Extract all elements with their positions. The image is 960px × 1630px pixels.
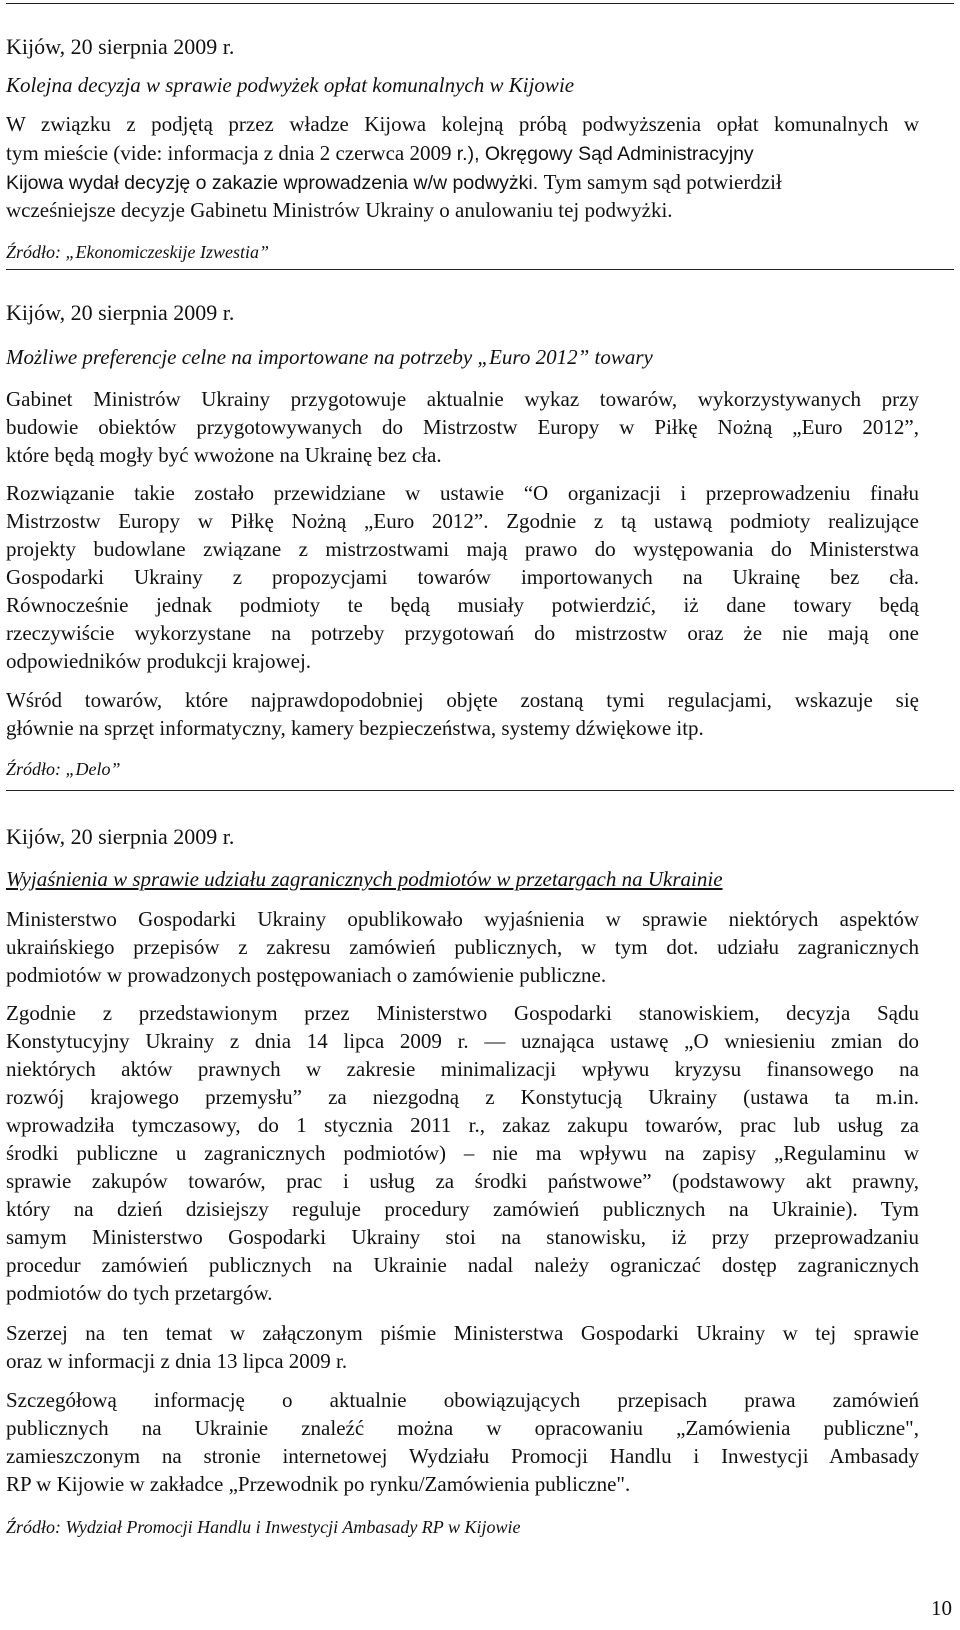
section3-p2-line: który na dzień dzisiejszy reguluje procedury zamówień publicznych na Ukrainie). Tym bbox=[6, 1197, 919, 1221]
section3-p4-line: zamieszczonym na stronie internetowej Wydziału Promocji Handlu i Inwestycji Ambasady bbox=[6, 1444, 919, 1468]
section3-p2-line: procedur zamówień publicznych na Ukrainie nadal należy ograniczać dostęp zagranicznych bbox=[6, 1253, 919, 1277]
section2-title: Możliwe preferencje celne na importowane na potrzeby „Euro 2012” towary bbox=[6, 345, 653, 369]
section3-p4-line: Szczegółową informację o aktualnie obowiązujących przepisach prawa zamówień bbox=[6, 1388, 919, 1412]
section3-p1-line: podmiotów w prowadzonych postępowaniach o zamówienie publiczne. bbox=[6, 963, 607, 987]
section3-p2-line: Zgodnie z przedstawionym przez Ministerstwo Gospodarki stanowiskiem, decyzja Sądu bbox=[6, 1001, 919, 1025]
section3-p2-line: samym Ministerstwo Gospodarki Ukrainy stoi na stanowisku, iż przy przeprowadzaniu bbox=[6, 1225, 919, 1249]
section2-p2-line: rzeczywiście wykorzystane na potrzeby przygotowań do mistrzostw oraz że nie mają one bbox=[6, 621, 919, 645]
section2-p2-line: Gospodarki Ukrainy z propozycjami towarów importowanych na Ukrainę bez cła. bbox=[6, 565, 919, 589]
top-divider bbox=[6, 3, 954, 4]
section1-title: Kolejna decyzja w sprawie podwyżek opłat komunalnych w Kijowie bbox=[6, 73, 575, 97]
section1-body-line: wcześniejsze decyzje Gabinetu Ministrów Ukrainy o anulowaniu tej podwyżki. bbox=[6, 198, 673, 222]
section2-p2-line: odpowiedników produkcji krajowej. bbox=[6, 649, 312, 673]
section2-p1-line: Gabinet Ministrów Ukrainy przygotowuje aktualnie wykaz towarów, wykorzystywanych przy bbox=[6, 387, 919, 411]
section3-p4-line: publicznych na Ukrainie znaleźć można w opracowaniu „Zamówienia publiczne", bbox=[6, 1416, 919, 1440]
section1-source: Źródło: „Ekonomiczeskije Izwestia” bbox=[6, 242, 269, 262]
section2-p2-line: Rozwiązanie takie zostało przewidziane w ustawie “O organizacji i przeprowadzeniu finału bbox=[6, 481, 919, 505]
page-number: 10 bbox=[931, 1596, 952, 1620]
section2-p3-line: głównie na sprzęt informatyczny, kamery bezpieczeństwa, systemy dźwiękowe itp. bbox=[6, 716, 704, 740]
section1-date: Kijów, 20 sierpnia 2009 r. bbox=[6, 34, 235, 59]
section2-p2-line: Mistrzostw Europy w Piłkę Nożną „Euro 2012”. Zgodnie z tą ustawą podmioty realizujące bbox=[6, 509, 919, 533]
section3-p3-line: oraz w informacji z dnia 13 lipca 2009 r. bbox=[6, 1349, 348, 1373]
section3-p2-line: wprowadziła tymczasowy, do 1 stycznia 2011 r., zakaz zakupu towarów, prac lub usług za bbox=[6, 1113, 919, 1137]
section3-p2-line: niektórych aktów prawnych w zakresie minimalizacji wpływu kryzysu finansowego na bbox=[6, 1057, 919, 1081]
section3-p4-line: RP w Kijowie w zakładce „Przewodnik po rynku/Zamówienia publiczne". bbox=[6, 1472, 631, 1496]
section1-body-line: W związku z podjętą przez władze Kijowa kolejną próbą podwyższenia opłat komunalnych w bbox=[6, 112, 919, 136]
section3-date: Kijów, 20 sierpnia 2009 r. bbox=[6, 824, 235, 849]
section3-title: Wyjaśnienia w sprawie udziału zagranicznych podmiotów w przetargach na Ukrainie bbox=[6, 867, 723, 891]
section-divider bbox=[6, 790, 954, 791]
section2-date: Kijów, 20 sierpnia 2009 r. bbox=[6, 300, 235, 325]
section1-body-line: tym mieście (vide: informacja z dnia 2 czerwca 2009 r.), Okręgowy Sąd Administracyjny bbox=[6, 141, 754, 165]
section3-p2-line: podmiotów do tych przetargów. bbox=[6, 1281, 273, 1305]
section2-p1-line: budowie obiektów przygotowywanych do Mistrzostw Europy w Piłkę Nożną „Euro 2012”, bbox=[6, 415, 919, 439]
section3-p2-line: Konstytucyjny Ukrainy z dnia 14 lipca 2009 r. — uznająca ustawę „O wniesieniu zmian do bbox=[6, 1029, 919, 1053]
section3-p2-line: rozwój krajowego przemysłu” za niezgodną z Konstytucją Ukrainy (ustawa ta m.in. bbox=[6, 1085, 919, 1109]
section3-p3-line: Szerzej na ten temat w załączonym piśmie Ministerstwa Gospodarki Ukrainy w tej sprawie bbox=[6, 1321, 919, 1345]
section3-p2-line: sprawie zakupów towarów, prac i usług za środki państwowe” (podstawowy akt prawny, bbox=[6, 1169, 919, 1193]
section3-p1-line: ukraińskiego przepisów z zakresu zamówień publicznych, w tym dot. udziału zagranicznych bbox=[6, 935, 919, 959]
section2-p2-line: Równocześnie jednak podmioty te będą musiały potwierdzić, iż dane towary będą bbox=[6, 593, 919, 617]
section2-p3-line: Wśród towarów, które najprawdopodobniej objęte zostaną tymi regulacjami, wskazuje się bbox=[6, 688, 919, 712]
section3-p2-line: środki publiczne u zagranicznych podmiotów) – nie ma wpływu na zapisy „Regulaminu w bbox=[6, 1141, 919, 1165]
section1-body-line: Kijowa wydał decyzję o zakazie wprowadzenia w/w podwyżki. Tym samym sąd potwierdził bbox=[6, 170, 782, 194]
section2-p2-line: projekty budowlane związane z mistrzostwami mają prawo do występowania do Ministerstwa bbox=[6, 537, 919, 561]
section2-source: Źródło: „Delo” bbox=[6, 759, 121, 779]
section3-p1-line: Ministerstwo Gospodarki Ukrainy opublikowało wyjaśnienia w sprawie niektórych aspektów bbox=[6, 907, 919, 931]
section2-p1-line: które będą mogły być wwożone na Ukrainę bez cła. bbox=[6, 443, 442, 467]
section-divider bbox=[6, 269, 954, 270]
section3-source: Źródło: Wydział Promocji Handlu i Inwestycji Ambasady RP w Kijowie bbox=[6, 1517, 521, 1537]
